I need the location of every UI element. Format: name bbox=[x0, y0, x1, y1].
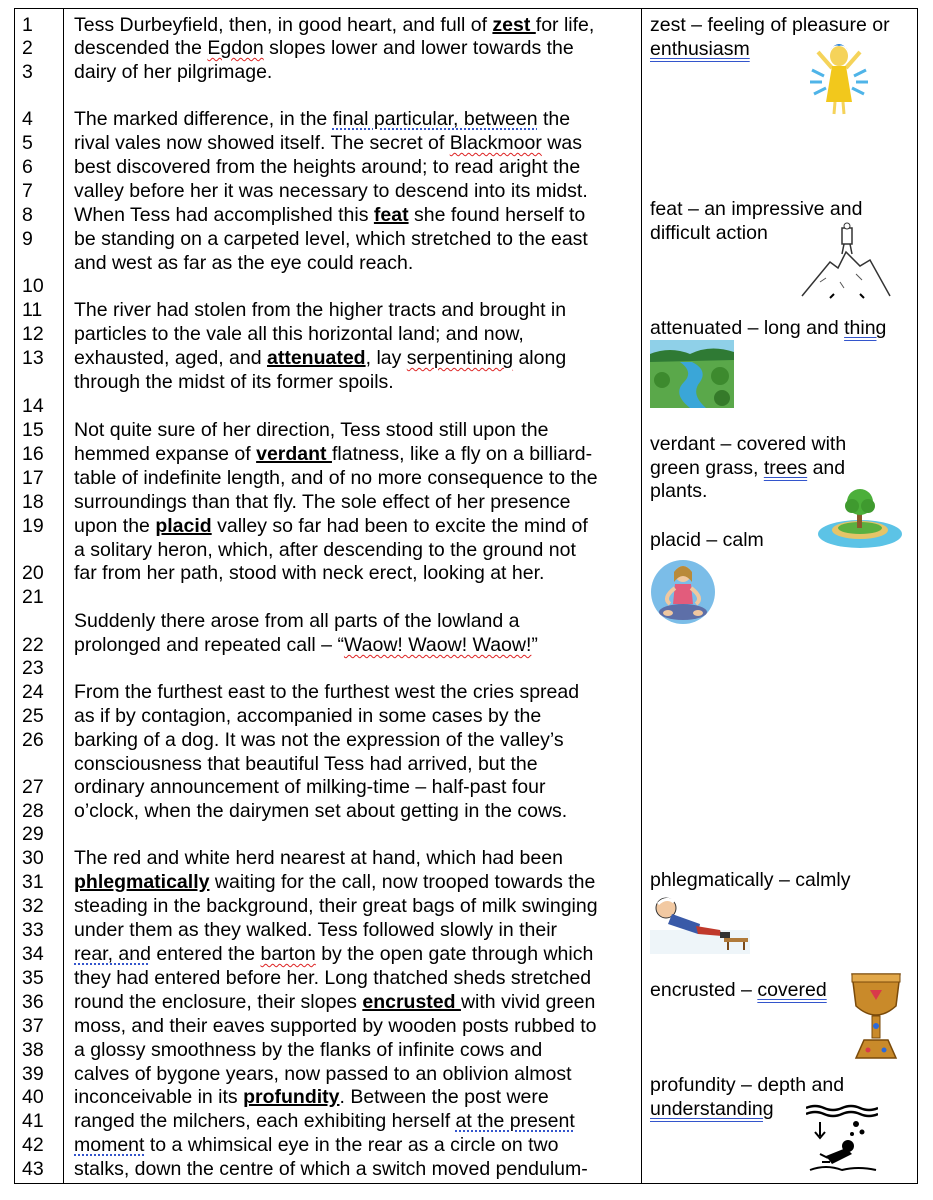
joy-character-icon bbox=[806, 40, 872, 116]
vocabulary-word: zest bbox=[492, 14, 536, 36]
line-number: 6 bbox=[22, 156, 33, 178]
passage-line bbox=[74, 1039, 639, 1063]
passage-segment: surroundings than that fly. The sole effect of her presence bbox=[74, 491, 571, 513]
meditation-icon bbox=[650, 558, 716, 632]
passage-segment: valley so far had been to excite the mind of bbox=[211, 515, 588, 537]
passage-line bbox=[74, 371, 639, 395]
line-number: 14 bbox=[22, 395, 44, 417]
passage-segment: ” bbox=[531, 634, 538, 656]
vocabulary-word: encrusted bbox=[362, 991, 461, 1013]
passage-segment: dairy of her pilgrimage. bbox=[74, 61, 273, 83]
passage-segment: for life, bbox=[535, 14, 595, 36]
line-number: 28 bbox=[22, 800, 44, 822]
line-number: 38 bbox=[22, 1039, 44, 1061]
passage-line bbox=[74, 729, 639, 753]
passage-segment: a glossy smoothness by the flanks of infinite cows and bbox=[74, 1039, 543, 1061]
passage-segment: by the open gate through which bbox=[315, 943, 594, 965]
passage-line bbox=[74, 1063, 639, 1087]
line-number: 9 bbox=[22, 228, 33, 250]
passage-segment: barton bbox=[260, 943, 316, 965]
passage-line bbox=[74, 132, 639, 156]
passage-segment: to a whimsical eye in the rear as a circle on two bbox=[144, 1134, 559, 1156]
gloss-feat: feat – an impressive and difficult action bbox=[650, 198, 863, 244]
passage-line bbox=[74, 539, 639, 563]
line-number: 23 bbox=[22, 657, 44, 679]
diver-icon bbox=[806, 1104, 878, 1172]
passage-segment: ranged the milchers, each exhibiting herself bbox=[74, 1110, 456, 1132]
passage-line bbox=[74, 871, 639, 895]
passage-segment: Waow! Waow! Waow! bbox=[343, 634, 532, 656]
line-number: 26 bbox=[22, 729, 44, 751]
line-number: 37 bbox=[22, 1015, 44, 1037]
line-number: 31 bbox=[22, 871, 44, 893]
green-island-icon bbox=[816, 486, 904, 552]
passage-line bbox=[74, 991, 639, 1015]
passage-segment: waiting for the call, now trooped towards the bbox=[209, 871, 596, 893]
vocabulary-word: placid bbox=[155, 515, 212, 537]
vocabulary-word: feat bbox=[373, 204, 409, 226]
passage-segment: be standing on a carpeted level, which stretched to the east bbox=[74, 228, 588, 250]
passage-line bbox=[74, 156, 639, 180]
passage-segment: valley before her it was necessary to descend into its midst. bbox=[74, 180, 588, 202]
passage-line bbox=[74, 562, 639, 586]
passage-segment: calves of bygone years, now passed to an oblivion almost bbox=[74, 1063, 572, 1085]
line-number: 12 bbox=[22, 323, 44, 345]
line-number: 20 bbox=[22, 562, 44, 584]
passage-segment: they had entered before her. Long thatched sheds stretched bbox=[74, 967, 592, 989]
passage-line bbox=[74, 180, 639, 204]
passage-segment: final particular, between bbox=[332, 108, 538, 130]
line-number: 27 bbox=[22, 776, 44, 798]
passage-segment: inconceivable in its bbox=[74, 1086, 244, 1108]
column-divider-numbers bbox=[63, 8, 64, 1184]
column-divider-glossary bbox=[641, 8, 642, 1184]
river-valley-icon bbox=[650, 340, 734, 408]
passage-line bbox=[74, 705, 639, 729]
line-number: 22 bbox=[22, 634, 44, 656]
passage-segment: flatness, like a fly on a billiard- bbox=[331, 443, 593, 465]
passage-line bbox=[74, 14, 639, 38]
passage-segment: a solitary heron, which, after descending to the ground not bbox=[74, 539, 576, 561]
line-number: 5 bbox=[22, 132, 33, 154]
passage-segment: along bbox=[513, 347, 567, 369]
line-number: 16 bbox=[22, 443, 44, 465]
line-number: 19 bbox=[22, 515, 44, 537]
passage-segment: slopes lower and lower towards the bbox=[263, 37, 574, 59]
line-number: 29 bbox=[22, 823, 44, 845]
line-number: 4 bbox=[22, 108, 33, 130]
passage-line bbox=[74, 347, 639, 371]
line-number: 10 bbox=[22, 275, 44, 297]
passage-line bbox=[74, 204, 639, 228]
passage-line bbox=[74, 37, 639, 61]
passage-segment: table of indefinite length, and of no more consequence to the bbox=[74, 467, 598, 489]
line-number: 15 bbox=[22, 419, 44, 441]
passage-segment: descended the bbox=[74, 37, 208, 59]
passage-segment: The marked difference, in the bbox=[74, 108, 333, 130]
gloss-phlegmatically: phlegmatically – calmly bbox=[650, 869, 851, 891]
passage-segment: was bbox=[541, 132, 582, 154]
passage-line bbox=[74, 800, 639, 824]
passage-segment: The river had stolen from the higher tracts and brought in bbox=[74, 299, 567, 321]
passage-segment: the bbox=[537, 108, 571, 130]
passage-segment: exhausted, aged, and bbox=[74, 347, 267, 369]
jeweled-chalice-icon bbox=[848, 970, 904, 1060]
vocabulary-word: profundity bbox=[243, 1086, 340, 1108]
passage-segment: steading in the background, their great bags of milk swinging bbox=[74, 895, 598, 917]
gloss-verdant: verdant – covered with green grass, trees and plants. bbox=[650, 433, 847, 503]
passage-segment: rival vales now showed itself. The secret of bbox=[74, 132, 450, 154]
line-number: 2 bbox=[22, 37, 33, 59]
passage-line bbox=[74, 967, 639, 991]
passage-line bbox=[74, 228, 639, 252]
passage-line bbox=[74, 443, 639, 467]
line-number: 3 bbox=[22, 61, 33, 83]
passage-segment: as if by contagion, accompanied in some cases by the bbox=[74, 705, 542, 727]
passage-segment: particles to the vale all this horizontal land; and now, bbox=[74, 323, 524, 345]
gloss-attenuated: attenuated – long and thing bbox=[650, 317, 887, 339]
passage-line bbox=[74, 943, 639, 967]
relaxed-man-icon bbox=[650, 894, 750, 954]
passage-segment: The red and white herd nearest at hand, which had been bbox=[74, 847, 563, 869]
passage-line bbox=[74, 919, 639, 943]
passage-segment: When Tess had accomplished this bbox=[74, 204, 374, 226]
line-number: 32 bbox=[22, 895, 44, 917]
line-number: 34 bbox=[22, 943, 44, 965]
passage-segment: under them as they walked. Tess followed slowly in their bbox=[74, 919, 558, 941]
passage-line bbox=[74, 1110, 639, 1134]
passage-segment: barking of a dog. It was not the expression of the valley’s bbox=[74, 729, 564, 751]
line-number: 24 bbox=[22, 681, 44, 703]
passage-line bbox=[74, 610, 639, 634]
passage-line bbox=[74, 467, 639, 491]
line-number: 39 bbox=[22, 1063, 44, 1085]
line-number: 7 bbox=[22, 180, 33, 202]
passage-segment: through the midst of its former spoils. bbox=[74, 371, 394, 393]
line-number: 36 bbox=[22, 991, 44, 1013]
passage-segment: upon the bbox=[74, 515, 156, 537]
passage-segment: serpentining bbox=[406, 347, 514, 369]
passage-line bbox=[74, 753, 639, 777]
passage-line bbox=[74, 1015, 639, 1039]
passage-line bbox=[74, 299, 639, 323]
passage-segment: far from her path, stood with neck erect, looking at her. bbox=[74, 562, 545, 584]
line-number: 17 bbox=[22, 467, 44, 489]
line-number: 8 bbox=[22, 204, 33, 226]
gloss-zest: zest – feeling of pleasure or enthusiasm bbox=[650, 14, 890, 60]
passage-line bbox=[74, 252, 639, 276]
line-number: 41 bbox=[22, 1110, 44, 1132]
passage-line bbox=[74, 1086, 639, 1110]
line-number: 40 bbox=[22, 1086, 44, 1108]
gloss-placid: placid – calm bbox=[650, 529, 764, 551]
mountain-climber-icon bbox=[800, 222, 892, 300]
passage-segment: . Between the post were bbox=[339, 1086, 549, 1108]
passage-segment: o’clock, when the dairymen set about getting in the cows. bbox=[74, 800, 568, 822]
passage-segment: she found herself to bbox=[408, 204, 586, 226]
passage-segment: round the enclosure, their slopes bbox=[74, 991, 363, 1013]
vocabulary-word: phlegmatically bbox=[74, 871, 210, 893]
passage-segment: at the present bbox=[455, 1110, 575, 1132]
passage-segment: prolonged and repeated call – “ bbox=[74, 634, 344, 656]
passage-segment: moment bbox=[74, 1134, 145, 1156]
vocabulary-word: verdant bbox=[256, 443, 332, 465]
passage-segment: moss, and their eaves supported by wooden posts rubbed to bbox=[74, 1015, 597, 1037]
passage-line bbox=[74, 61, 639, 85]
line-number: 33 bbox=[22, 919, 44, 941]
line-number: 1 bbox=[22, 14, 33, 36]
passage-segment: rear, and bbox=[74, 943, 151, 965]
passage-segment: , lay bbox=[365, 347, 407, 369]
passage-segment: best discovered from the heights around; to read aright the bbox=[74, 156, 581, 178]
line-number: 43 bbox=[22, 1158, 44, 1180]
passage-segment: From the furthest east to the furthest west the cries spread bbox=[74, 681, 580, 703]
passage-line bbox=[74, 895, 639, 919]
vocabulary-word: attenuated bbox=[267, 347, 366, 369]
passage-segment: hemmed expanse of bbox=[74, 443, 257, 465]
line-number: 30 bbox=[22, 847, 44, 869]
passage-line bbox=[74, 1158, 639, 1182]
passage-line bbox=[74, 108, 639, 132]
line-number: 11 bbox=[22, 299, 43, 321]
passage-segment: Blackmoor bbox=[449, 132, 542, 154]
passage-segment: ordinary announcement of milking-time – half-past four bbox=[74, 776, 546, 798]
passage-segment: Not quite sure of her direction, Tess stood still upon the bbox=[74, 419, 549, 441]
passage-segment: entered the bbox=[150, 943, 261, 965]
gloss-encrusted: encrusted – covered bbox=[650, 979, 827, 1001]
passage-line bbox=[74, 323, 639, 347]
passage-line bbox=[74, 1134, 639, 1158]
passage-line bbox=[74, 515, 639, 539]
line-number: 13 bbox=[22, 347, 44, 369]
passage-line bbox=[74, 847, 639, 871]
passage-segment: Suddenly there arose from all parts of the lowland a bbox=[74, 610, 520, 632]
passage-line bbox=[74, 491, 639, 515]
passage-segment: and west as far as the eye could reach. bbox=[74, 252, 414, 274]
passage-segment: Egdon bbox=[207, 37, 264, 59]
passage-line bbox=[74, 681, 639, 705]
line-number: 42 bbox=[22, 1134, 44, 1156]
line-number: 35 bbox=[22, 967, 44, 989]
passage-line bbox=[74, 634, 639, 658]
gloss-profundity: profundity – depth and understanding bbox=[650, 1074, 845, 1120]
passage-segment: with vivid green bbox=[460, 991, 596, 1013]
line-number: 21 bbox=[22, 586, 44, 608]
passage-line bbox=[74, 776, 639, 800]
passage-segment: consciousness that beautiful Tess had arrived, but the bbox=[74, 753, 538, 775]
passage-segment: stalks, down the centre of which a switch moved pendulum- bbox=[74, 1158, 588, 1180]
line-number: 25 bbox=[22, 705, 44, 727]
line-number: 18 bbox=[22, 491, 44, 513]
passage-line bbox=[74, 419, 639, 443]
passage-segment: Tess Durbeyfield, then, in good heart, and full of bbox=[74, 14, 493, 36]
